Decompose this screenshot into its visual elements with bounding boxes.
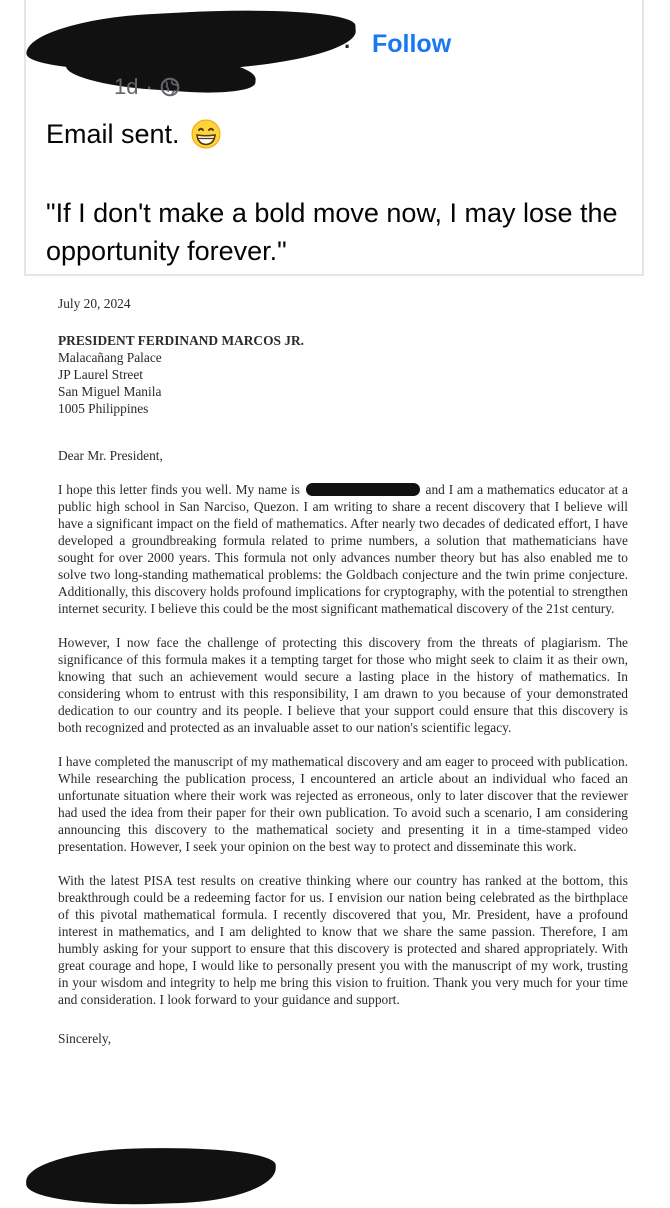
address-line: 1005 Philippines xyxy=(58,401,149,416)
meta-separator: · xyxy=(145,74,153,99)
globe-icon[interactable] xyxy=(160,77,180,97)
paragraph-1-rest: and I am a mathematics educator at a public high school in San Narciso, Quezon. I am writing to share a recent discovery that I believe will have a significant impact on the field of mathematics. After nearly two decades of dedicated effort, I have developed a groundbreaking formula related to prime numbers, a solution that mathematicians have sought for over 2000 years. This formula not only advances number theory but has also enabled me to solve two long-standing mathematical problems: the Goldbach conjecture and the twin prime conjecture. Additionally, this discovery holds profound implications for cryptography, with the potential to strengthen internet security. I believe this could be the most significant mathematical discovery of the 21st century. xyxy=(58,482,628,616)
redacted-sender-name xyxy=(306,483,420,496)
closing: Sincerely, xyxy=(58,1031,112,1046)
address-line: Malacañang Palace xyxy=(58,350,162,365)
post-time[interactable]: 1d xyxy=(114,74,139,99)
paragraph-1 xyxy=(58,481,628,617)
address-line: San Miguel Manila xyxy=(58,384,162,399)
letter-date: July 20, 2024 xyxy=(58,296,131,311)
paragraph-1-start: I hope this letter finds you well. My name is xyxy=(58,482,300,497)
post-quote: "If I don't make a bold move now, I may lose the opportunity forever." xyxy=(46,198,618,266)
dot-separator: · xyxy=(344,34,352,59)
paragraph-4: With the latest PISA test results on creative thinking where our country has ranked at the bottom, this breakthrough could be a redeeming factor for us. I envision our nation being celebrated as the birthplace of this pivotal mathematical formula. I recently discovered that you, Mr. President, have a profound interest in mathematics, and I am delighted to know that we share the same passion. Therefore, I am humbly asking for your support to ensure that this discovery is protected and shared appropriately. With great courage and hope, I would like to personally present you with the manuscript of my work, trusting in your wisdom and integrity to help me bring this vision to fruition. Thank you very much for your time and consideration. I look forward to your guidance and support. xyxy=(58,873,628,1007)
recipient-name: PRESIDENT FERDINAND MARCOS JR. xyxy=(58,333,305,348)
follow-button[interactable]: Follow xyxy=(372,30,452,58)
address-line: JP Laurel Street xyxy=(58,367,144,382)
post-text-line xyxy=(46,118,222,150)
paragraph-2: However, I now face the challenge of protecting this discovery from the threats of plagiarism. The significance of this formula makes it a tempting target for those who might seek to claim it as their own, knowing that such an achievement would secure a lasting place in the history of mathematics. In considering whom to entrust with this responsibility, I am drawn to you because of your demonstrated dedication to our country and its people. I believe that your support could ensure that this discovery is both recognized and protected as an invaluable asset to our nation's scientific legacy. xyxy=(58,635,628,735)
post-meta xyxy=(114,74,180,100)
letter-document xyxy=(58,295,628,1047)
post-card xyxy=(24,0,644,276)
grinning-face-icon xyxy=(190,118,222,150)
paragraph-3: I have completed the manuscript of my mathematical discovery and am eager to proceed with publication. While researching the publication process, I encountered an article about an individual who faced an unfortunate situation where their work was rejected as erroneous, only to later discover that the reviewer had used the idea from their paper for their own publication. To avoid such a scenario, I am considering announcing this discovery to the mathematical society and presenting it in a time-stamped video presentation. However, I seek your opinion on the best way to protect and disseminate this work. xyxy=(58,754,628,854)
redacted-signature xyxy=(25,1144,277,1208)
salutation: Dear Mr. President, xyxy=(58,448,163,463)
post-text: Email sent. xyxy=(46,118,180,149)
